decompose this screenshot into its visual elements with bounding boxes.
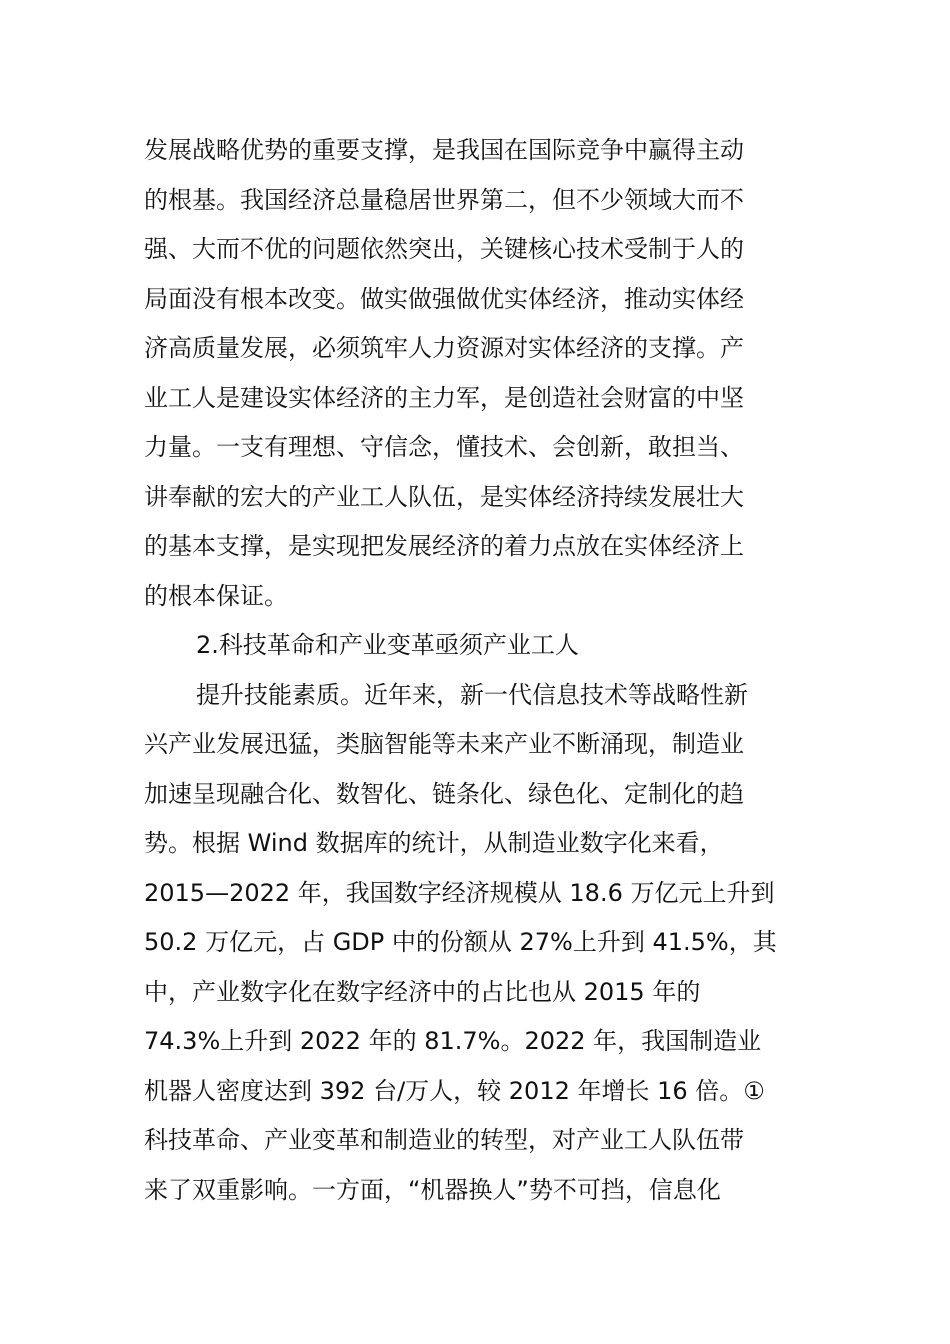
- text-line: 提升技能素质。近年来，新一代信息技术等战略性新: [196, 680, 748, 709]
- text-line: 科技革命、产业变革和制造业的转型，对产业工人队伍带: [144, 1126, 744, 1154]
- text-line: 2015—2022 年，我国数字经济规模从 18.6 万亿元上升到: [144, 878, 775, 907]
- text-line: 兴产业发展迅猛，类脑智能等未来产业不断涌现，制造业: [144, 730, 744, 758]
- body-text: [144, 126, 810, 1215]
- section-heading: 2.科技革命和产业变革亟须产业工人: [196, 631, 579, 659]
- text-line: 济高质量发展，必须筑牢人力资源对实体经济的支撑。产: [144, 334, 744, 362]
- text-line: 局面没有根本改变。做实做强做优实体经济，推动实体经: [144, 284, 744, 313]
- text-line: 的根基。我国经济总量稳居世界第二，但不少领域大而不: [144, 185, 744, 214]
- text-line: 强、大而不优的问题依然突出，关键核心技术受制于人的: [144, 235, 744, 263]
- text-line: 势。根据 Wind 数据库的统计，从制造业数字化来看，: [144, 829, 724, 857]
- text-line: 力量。一支有理想、守信念，懂技术、会创新，敢担当、: [144, 433, 744, 461]
- text-line: 加速呈现融合化、数智化、链条化、绿色化、定制化的趋: [144, 779, 744, 808]
- text-line: 中，产业数字化在数字经济中的占比也从 2015 年的: [144, 977, 701, 1006]
- text-line: 来了双重影响。一方面，“机器换人”势不可挡，信息化: [144, 1175, 721, 1204]
- text-line: 讲奉献的宏大的产业工人队伍，是实体经济持续发展壮大: [144, 482, 744, 511]
- text-line: 业工人是建设实体经济的主力军，是创造社会财富的中坚: [144, 383, 744, 412]
- text-line: 74.3%上升到 2022 年的 81.7%。2022 年，我国制造业: [144, 1027, 762, 1055]
- text-line: 50.2 万亿元，占 GDP 中的份额从 27%上升到 41.5%，其: [144, 928, 777, 956]
- text-line: 的基本支撑，是实现把发展经济的着力点放在实体经济上: [144, 532, 744, 560]
- text-line: 机器人密度达到 392 台/万人，较 2012 年增长 16 倍。①: [144, 1076, 765, 1105]
- text-line: 发展战略优势的重要支撑，是我国在国际竞争中赢得主动: [144, 136, 744, 164]
- text-line: 的根本保证。: [144, 581, 288, 610]
